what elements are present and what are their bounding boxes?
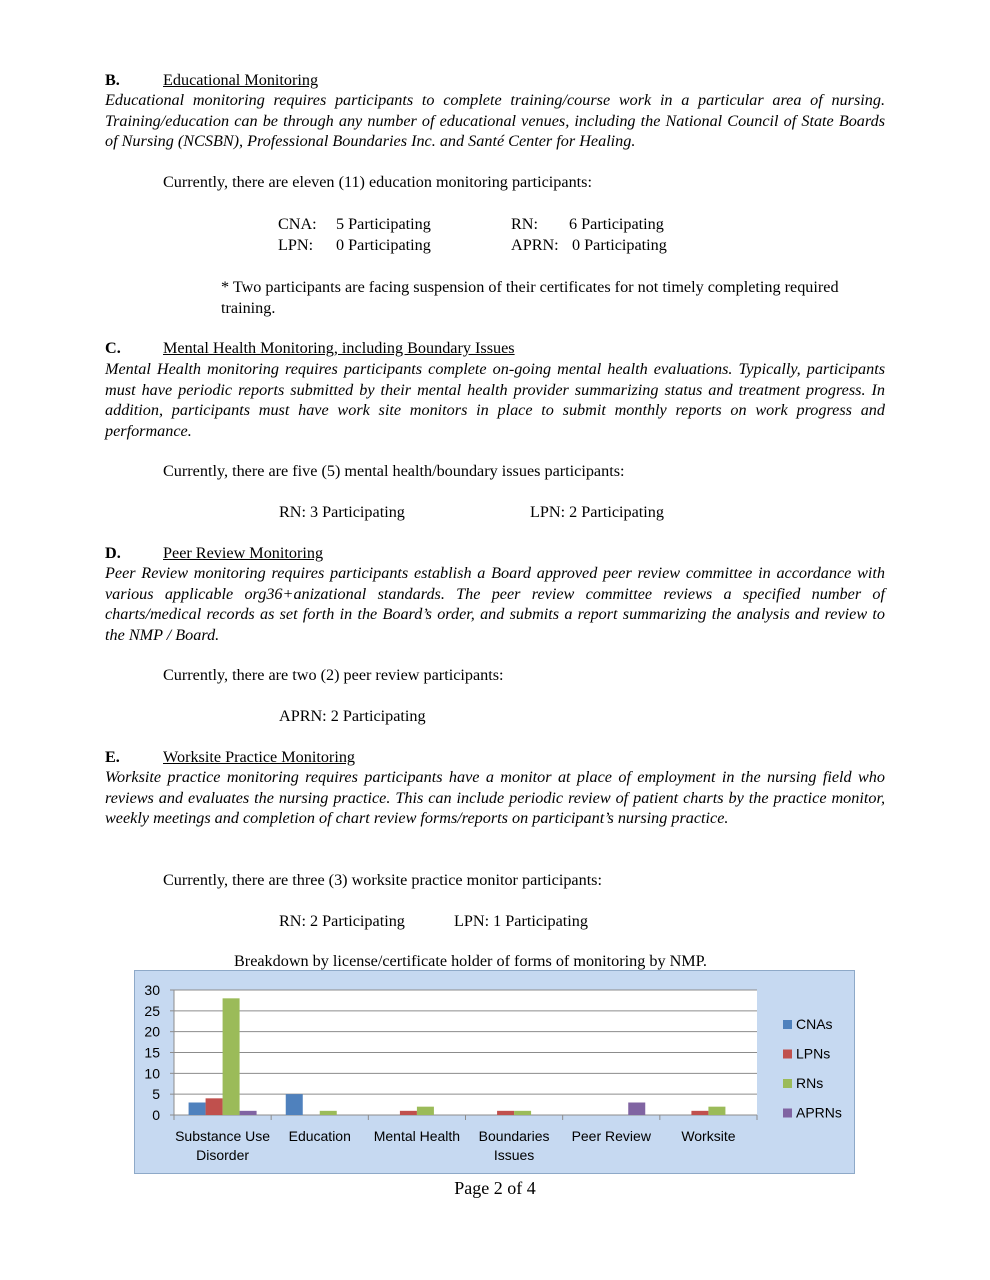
y-tick-label: 5 (152, 1086, 160, 1103)
y-tick-label: 30 (144, 982, 160, 998)
bar-rns (514, 1111, 531, 1115)
section-c-lpn: LPN: 2 Participating (530, 503, 664, 521)
bar-lpns (497, 1111, 514, 1115)
bar-rns (223, 998, 240, 1115)
section-letter: E. (105, 748, 120, 766)
x-tick-label: Substance Use (175, 1128, 271, 1144)
section-d-aprn: APRN: 2 Participating (279, 707, 426, 725)
aprn-label: APRN: (511, 236, 559, 254)
legend-swatch-cnas (783, 1020, 792, 1029)
y-tick-label: 10 (144, 1065, 160, 1082)
x-tick-label: Issues (493, 1147, 535, 1163)
legend-swatch-rns (783, 1079, 792, 1088)
rn-value: 6 Participating (569, 215, 664, 233)
cna-label: CNA: (278, 215, 317, 233)
page-number: Page 2 of 4 (454, 1178, 536, 1198)
legend-label-aprns: APRNs (796, 1104, 842, 1121)
section-e-rn: RN: 2 Participating (279, 912, 405, 930)
lpn-label: LPN: (278, 236, 314, 254)
bar-aprns (240, 1111, 257, 1115)
bar-cnas (286, 1094, 303, 1115)
x-tick-label: Disorder (196, 1147, 250, 1163)
legend-swatch-aprns (783, 1109, 792, 1118)
section-d-currently: Currently, there are two (2) peer review participants: (163, 666, 504, 684)
section-e-heading (105, 747, 355, 768)
section-letter: B. (105, 71, 120, 89)
section-letter: C. (105, 339, 121, 357)
section-b-description: Educational monitoring requires participants to complete training/course work in a particular area of nursing. Training/education can be through any number of educational venues, including the National Council of State Boards of Nursing (NCSBN), Professional Boundaries Inc. and Santé Center for Healing. (105, 91, 885, 150)
legend-swatch-lpns (783, 1050, 792, 1059)
section-title: Mental Health Monitoring, including Boundary Issues (163, 339, 515, 357)
section-title: Educational Monitoring (163, 71, 319, 89)
legend-label-rns: RNs (796, 1075, 824, 1091)
cna-value: 5 Participating (336, 215, 431, 233)
bar-chart (134, 970, 855, 1174)
y-tick-label: 15 (144, 1044, 160, 1061)
bar-aprns (628, 1103, 645, 1116)
section-c-description: Mental Health monitoring requires participants complete on-going mental health evaluations. Typically, participants must have periodic reports submitted by their mental health provider summarizing status and treatment progress. In addition, participants must have work site monitors in place to submit monthly reports on work progress and performance. (105, 360, 885, 440)
x-tick-label: Boundaries (478, 1128, 550, 1144)
section-e-lpn: LPN: 1 Participating (454, 912, 588, 930)
y-tick-label: 20 (144, 1023, 160, 1040)
y-tick-label: 25 (144, 1002, 160, 1019)
bar-rns (708, 1107, 725, 1115)
section-d-description: Peer Review monitoring requires participants establish a Board approved peer review committee in accordance with various applicable org36+anizational standards. The peer review committee reviews a specified number of charts/medical records as set forth in the Board’s order, and submits a report summarizing the analysis and review to the NMP / Board. (105, 564, 885, 644)
section-title: Worksite Practice Monitoring (163, 748, 356, 766)
bar-rns (320, 1111, 337, 1115)
section-b-currently: Currently, there are eleven (11) education monitoring participants: (163, 173, 592, 191)
section-d-heading (105, 543, 323, 564)
section-b-note: * Two participants are facing suspension of their certificates for not timely completing required training. (221, 278, 839, 317)
x-tick-label: Worksite (681, 1128, 736, 1144)
section-title: Peer Review Monitoring (163, 544, 324, 562)
lpn-value: 0 Participating (336, 236, 431, 254)
aprn-value: 0 Participating (572, 236, 667, 254)
section-c-rn: RN: 3 Participating (279, 503, 405, 521)
section-letter: D. (105, 544, 121, 562)
bar-lpns (691, 1111, 708, 1115)
section-b-heading (105, 70, 318, 91)
bar-chart-svg (135, 971, 854, 1173)
section-e-currently: Currently, there are three (3) worksite practice monitor participants: (163, 871, 602, 889)
x-tick-label: Education (288, 1128, 351, 1144)
chart-caption: Breakdown by license/certificate holder of forms of monitoring by NMP. (234, 952, 707, 970)
x-tick-label: Mental Health (373, 1128, 461, 1144)
bar-cnas (189, 1103, 206, 1116)
bar-lpns (206, 1098, 223, 1115)
section-c-currently: Currently, there are five (5) mental health/boundary issues participants: (163, 462, 625, 480)
legend-label-lpns: LPNs (796, 1045, 831, 1062)
section-e-description: Worksite practice monitoring requires participants have a monitor at place of employment in the nursing field who reviews and evaluates the nursing practice. This can include periodic review of patient charts by the practice monitor, weekly meetings and completion of chart review forms/reports on participant’s nursing practice. (105, 768, 885, 827)
bar-rns (417, 1107, 434, 1115)
legend-label-cnas: CNAs (796, 1016, 833, 1032)
bar-lpns (400, 1111, 417, 1115)
x-tick-label: Peer Review (571, 1128, 651, 1144)
rn-label: RN: (511, 215, 538, 233)
section-c-heading (105, 338, 515, 359)
y-tick-label: 0 (152, 1107, 160, 1123)
